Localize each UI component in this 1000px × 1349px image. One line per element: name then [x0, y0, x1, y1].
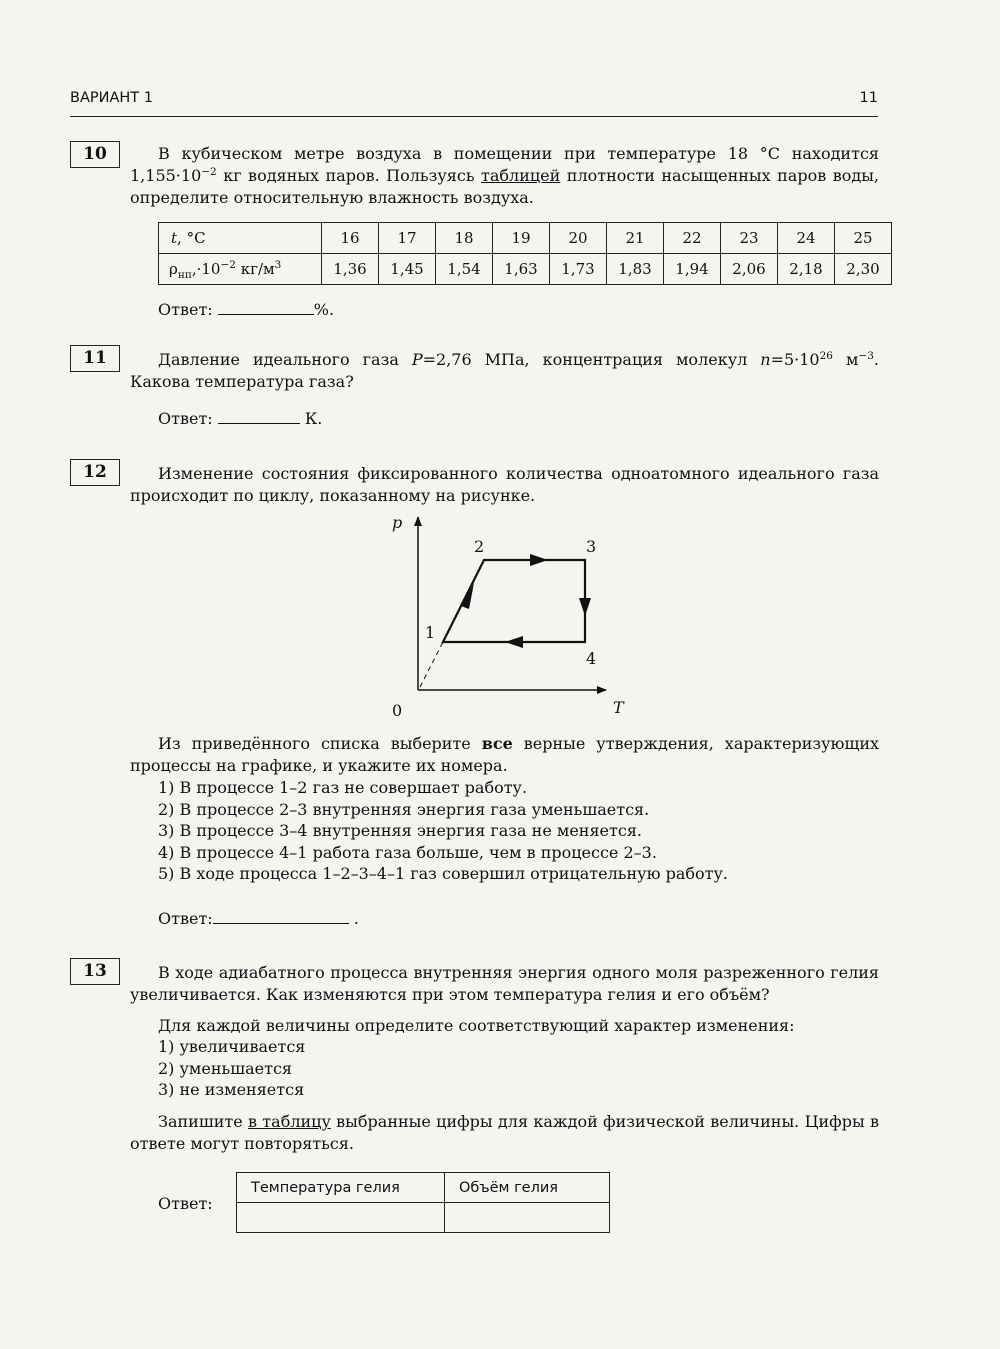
- answer-blank[interactable]: [218, 300, 314, 315]
- table-cell: 1,63: [493, 254, 550, 285]
- table-cell: 17: [379, 223, 436, 254]
- q11-text: Давление идеального газа P=2,76 МПа, концентрация молекул $n=5\cdot 10^{26}$ $м^{-3}$. Какова температура газа?: [130, 350, 879, 391]
- q13-option-2: 2) уменьшается: [158, 1059, 292, 1078]
- page-number: 11: [859, 90, 878, 106]
- table-cell: 2,18: [778, 254, 835, 285]
- table-cell: 1,83: [607, 254, 664, 285]
- q12-option-1: 1) В процессе 1–2 газ не совершает работу.: [158, 778, 528, 797]
- point-label-3: 3: [586, 537, 597, 556]
- origin-label: 0: [392, 701, 403, 720]
- table-cell: 23: [721, 223, 778, 254]
- table-row: [237, 1173, 610, 1203]
- question-number-13: 13: [70, 958, 120, 985]
- table-cell: 16: [322, 223, 379, 254]
- answer-blank[interactable]: [218, 409, 300, 424]
- q12-answer: Ответ: .: [158, 909, 359, 928]
- table-row-density: [159, 254, 892, 285]
- point-label-2: 2: [474, 537, 485, 556]
- table-cell: 2,30: [835, 254, 892, 285]
- answer-cell-volume[interactable]: [445, 1203, 610, 1233]
- q13-option-1: 1) увеличивается: [158, 1037, 306, 1056]
- table-cell: 25: [835, 223, 892, 254]
- q12-instructions: Из приведённого списка выберите все верные утверждения, характеризующих процессы на графике, и укажите их номера.: [130, 734, 880, 775]
- temperature-label: t, °C: [159, 223, 322, 254]
- table-cell: 1,73: [550, 254, 607, 285]
- q12-option-5: 5) В ходе процесса 1–2–3–4–1 газ совершил отрицательную работу.: [158, 864, 728, 883]
- arrow-4-1: [505, 636, 523, 648]
- column-header-temperature: Температура гелия: [237, 1173, 445, 1203]
- table-cell: 1,94: [664, 254, 721, 285]
- table-cell: 19: [493, 223, 550, 254]
- column-header-volume: Объём гелия: [445, 1173, 610, 1203]
- answer-cell-temperature[interactable]: [237, 1203, 445, 1233]
- table-link: таблицей: [481, 166, 561, 185]
- q13-instruction: Для каждой величины определите соответствующий характер изменения:: [158, 1016, 795, 1035]
- q12-option-2: 2) В процессе 2–3 внутренняя энергия газа уменьшается.: [158, 800, 650, 819]
- density-label: $\rho_{нп},\cdot 10^{-2}$ $кг/м^3$: [159, 254, 322, 285]
- q10-text: В кубическом метре воздуха в помещении при температуре 18 °C находится $1,155\cdot 10^{-2}$ кг водяных паров. Пользуясь таблицей плотности насыщенных паров воды, определите относительную влажность воздуха.: [130, 144, 880, 207]
- table-cell: 1,36: [322, 254, 379, 285]
- table-cell: 22: [664, 223, 721, 254]
- point-label-4: 4: [586, 649, 597, 668]
- question-number-12: 12: [70, 459, 120, 486]
- variant-label: ВАРИАНТ 1: [70, 90, 153, 106]
- table-cell: 20: [550, 223, 607, 254]
- q13-write-instruction: Запишите в таблицу выбранные цифры для каждой физической величины. Цифры в ответе могут повторяться.: [130, 1112, 879, 1153]
- table-cell: 18: [436, 223, 493, 254]
- q12-option-3: 3) В процессе 3–4 внутренняя энергия газа не меняется.: [158, 821, 643, 840]
- arrow-2-3: [530, 554, 548, 566]
- table-cell: 1,54: [436, 254, 493, 285]
- table-cell: 21: [607, 223, 664, 254]
- table-cell: 24: [778, 223, 835, 254]
- table-row: [237, 1203, 610, 1233]
- p-t-cycle-graph: [380, 505, 640, 720]
- table-row-temperature: [159, 223, 892, 254]
- answer-table-link: в таблицу: [248, 1112, 331, 1131]
- q13-answer-label: Ответ:: [158, 1194, 213, 1213]
- saturated-vapor-density-table: [158, 222, 892, 285]
- arrow-1-2: [461, 583, 474, 609]
- page-header: [70, 88, 878, 117]
- axis-label-t: T: [613, 698, 624, 717]
- q10-answer: Ответ: %.: [158, 300, 335, 319]
- q13-answer-table: [236, 1172, 610, 1233]
- q12-text: Изменение состояния фиксированного количества одноатомного идеального газа происходит по циклу, показанному на рисунке.: [130, 464, 879, 505]
- extrapolation-line: [420, 642, 443, 687]
- answer-blank[interactable]: [213, 909, 349, 924]
- table-cell: 2,06: [721, 254, 778, 285]
- point-label-1: 1: [425, 623, 436, 642]
- q11-answer: Ответ: К.: [158, 409, 323, 428]
- question-number-10: 10: [70, 141, 120, 168]
- q13-option-3: 3) не изменяется: [158, 1080, 305, 1099]
- table-cell: 1,45: [379, 254, 436, 285]
- axis-label-p: p: [392, 513, 403, 532]
- q13-text: В ходе адиабатного процесса внутренняя энергия одного моля разреженного гелия увеличивается. Как изменяются при этом температура гелия и его объём?: [130, 963, 879, 1004]
- q12-option-4: 4) В процессе 4–1 работа газа больше, чем в процессе 2–3.: [158, 843, 657, 862]
- question-number-11: 11: [70, 345, 120, 372]
- arrow-3-4: [579, 598, 591, 616]
